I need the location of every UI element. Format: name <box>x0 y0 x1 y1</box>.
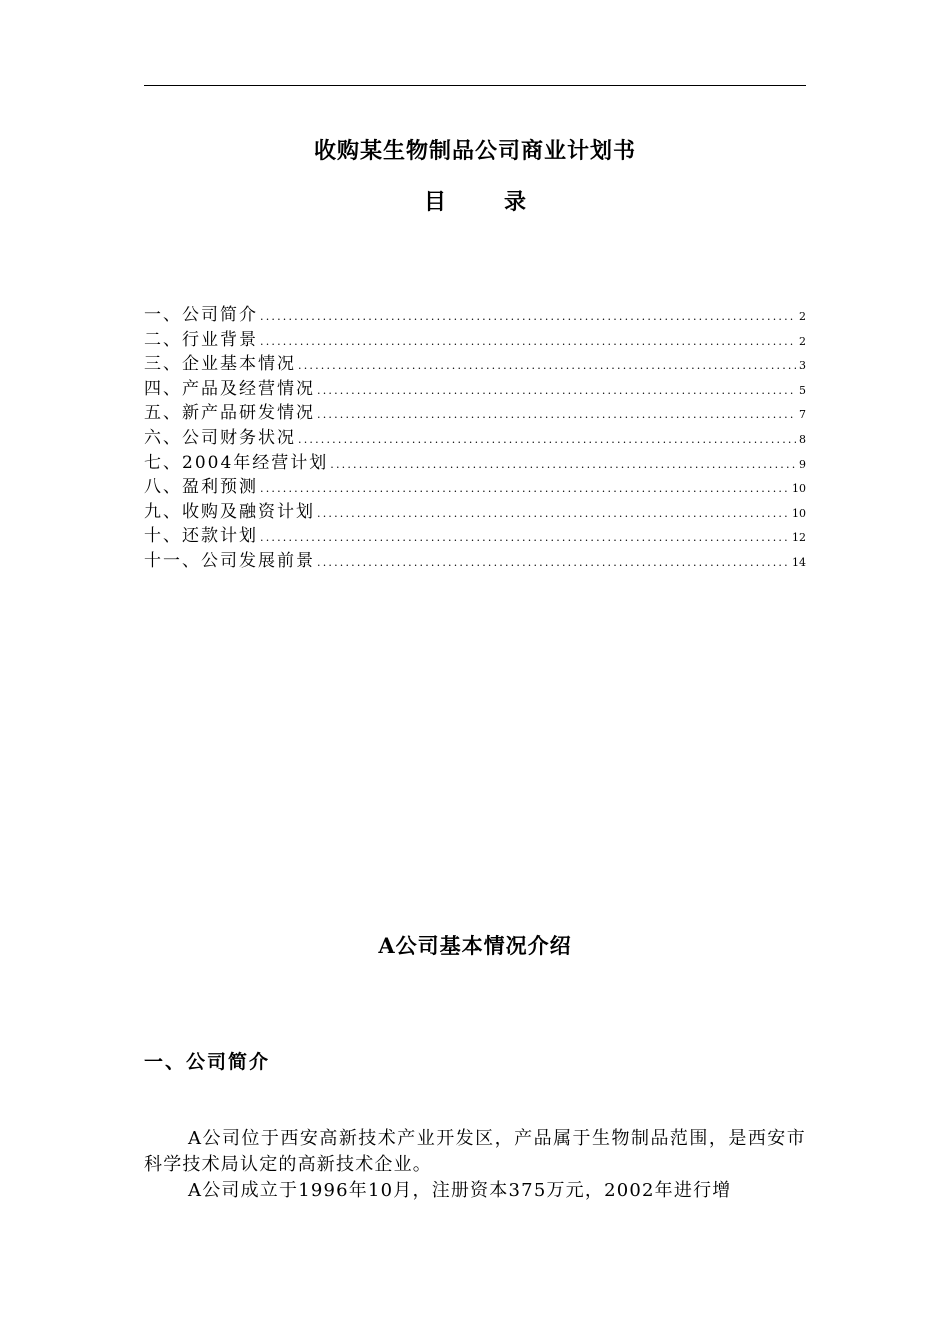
toc-dot-leader <box>317 408 796 421</box>
toc-entry-label: 一、公司简介 <box>144 305 258 325</box>
document-title: 收购某生物制品公司商业计划书 <box>313 138 636 164</box>
toc-entry-label: 十、还款计划 <box>144 526 258 547</box>
paragraph: A公司位于西安高新技术产业开发区，产品属于生物制品范围，是西安市科学技术局认定的高新技术企业。 <box>144 1128 806 1175</box>
toc-page-number: 10 <box>792 482 806 496</box>
header-rule <box>144 85 806 86</box>
toc-entry[interactable] <box>144 349 806 374</box>
paragraph: A公司成立于1996年10月，注册资本375万元，2002年进行增 <box>188 1180 732 1201</box>
toc-page-number: 12 <box>792 531 806 545</box>
toc-dot-leader <box>260 531 789 544</box>
toc-dot-leader <box>317 384 796 397</box>
toc-page-number: 2 <box>799 334 806 348</box>
toc-dot-leader <box>260 335 796 348</box>
toc-entry-label: 四、产品及经营情况 <box>144 378 315 399</box>
toc-dot-leader <box>260 310 796 323</box>
toc-entry-label: 七、2004年经营计划 <box>144 452 329 473</box>
toc-entry[interactable] <box>144 374 806 399</box>
toc-page-number: 2 <box>799 310 806 323</box>
toc-dot-leader <box>298 433 796 446</box>
section-title: A公司基本情况介绍 <box>378 933 572 958</box>
toc-entry[interactable] <box>144 325 806 350</box>
toc-entry[interactable] <box>144 448 806 473</box>
toc-dot-leader <box>317 556 789 569</box>
table-of-contents <box>144 300 806 571</box>
toc-entry[interactable] <box>144 546 806 571</box>
toc-page-number: 14 <box>792 555 806 569</box>
toc-entry[interactable] <box>144 300 806 325</box>
toc-page-number: 8 <box>799 432 806 446</box>
toc-entry[interactable] <box>144 497 806 522</box>
toc-entry[interactable] <box>144 423 806 448</box>
toc-entry[interactable] <box>144 472 806 497</box>
body-text <box>144 1126 806 1204</box>
toc-heading: 目录 <box>423 189 584 215</box>
toc-dot-leader <box>298 359 796 372</box>
toc-entry-label: 二、行业背景 <box>144 329 258 350</box>
toc-entry-label: 十一、公司发展前景 <box>144 550 315 571</box>
toc-entry-label: 五、新产品研发情况 <box>144 403 315 424</box>
toc-entry[interactable] <box>144 521 806 546</box>
toc-entry[interactable] <box>144 398 806 423</box>
toc-entry-label: 八、盈利预测 <box>144 477 258 498</box>
toc-entry-label: 三、企业基本情况 <box>144 354 296 375</box>
toc-page-number: 3 <box>799 359 806 373</box>
toc-dot-leader <box>330 458 796 471</box>
toc-page-number: 5 <box>799 383 806 397</box>
toc-dot-leader <box>260 482 789 495</box>
toc-page-number: 7 <box>799 408 806 422</box>
chapter-heading: 一、公司简介 <box>144 1051 271 1073</box>
toc-page-number: 10 <box>792 506 806 520</box>
toc-entry-label: 九、收购及融资计划 <box>144 501 315 522</box>
toc-page-number: 9 <box>799 457 806 471</box>
toc-entry-label: 六、公司财务状况 <box>144 427 296 448</box>
toc-dot-leader <box>317 507 789 520</box>
